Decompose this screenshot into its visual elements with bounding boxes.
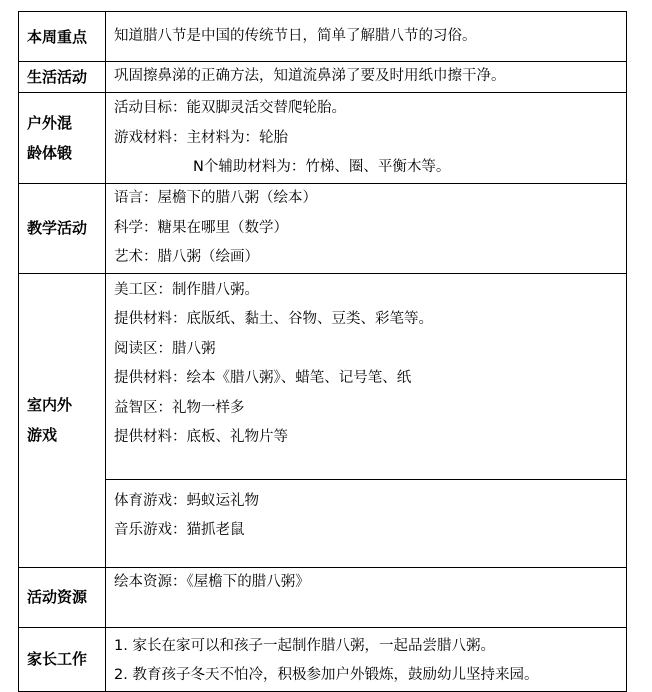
row-label-activity-resources: 活动资源	[19, 567, 106, 627]
row-content-activity-resources	[106, 567, 627, 627]
row-label-indoor-outdoor-games	[19, 273, 106, 567]
row-content-teaching-activity	[106, 184, 627, 274]
content-line: 音乐游戏：猫抓老鼠	[114, 522, 245, 538]
row-label-teaching-activity: 教学活动	[19, 184, 106, 274]
row-outdoor-exercise	[19, 93, 627, 184]
row-sports-music-games	[19, 479, 627, 567]
content-line: 2. 教育孩子冬天不怕冷，积极参加户外锻炼，鼓励幼儿坚持来园。	[114, 667, 539, 683]
content-line: N个辅助材料为：竹梯、圈、平衡木等。	[193, 159, 451, 175]
row-content-area-games	[106, 273, 627, 479]
row-label-parent-work: 家长工作	[19, 627, 106, 691]
row-content-parent-work	[106, 627, 627, 691]
row-label-life-activity: 生活活动	[19, 62, 106, 93]
row-teaching-activity	[19, 184, 627, 274]
row-label-outdoor-exercise	[19, 93, 106, 184]
row-content-outdoor-exercise	[106, 93, 627, 184]
content-line: 提供材料：底板、礼物片等	[114, 429, 288, 445]
row-parent-work	[19, 627, 627, 691]
label-line: 龄体锻	[27, 144, 73, 162]
row-content-life-activity	[106, 62, 627, 93]
content-line: 艺术：腊八粥（绘画）	[114, 249, 259, 265]
content-line: 游戏材料：主材料为：轮胎	[114, 129, 288, 146]
row-weekly-focus	[19, 12, 627, 62]
content-line: 提供材料：绘本《腊八粥》、蜡笔、记号笔、纸	[114, 370, 412, 386]
content-line: 阅读区：腊八粥	[114, 340, 216, 357]
content-line: 美工区：制作腊八粥。	[114, 281, 259, 298]
content-line: 知道腊八节是中国的传统节日，简单了解腊八节的习俗。	[114, 27, 477, 44]
row-content-weekly-focus	[106, 12, 627, 62]
content-line: 语言：屋檐下的腊八粥（绘本）	[114, 190, 317, 206]
content-line: 巩固擦鼻涕的正确方法，知道流鼻涕了要及时用纸巾擦干净。	[114, 68, 506, 85]
content-line: 体育游戏：蚂蚁运礼物	[114, 492, 259, 509]
content-line: 益智区：礼物一样多	[114, 399, 245, 416]
content-line: 科学：糖果在哪里（数学）	[114, 219, 288, 236]
label-line: 户外混	[27, 114, 73, 132]
content-line: 提供材料：底版纸、黏土、谷物、豆类、彩笔等。	[114, 311, 433, 327]
label-line: 室内外	[27, 396, 73, 414]
content-line: 绘本资源：《屋檐下的腊八粥》	[114, 573, 310, 590]
row-label-weekly-focus: 本周重点	[19, 12, 106, 62]
content-line: 1. 家长在家可以和孩子一起制作腊八粥，一起品尝腊八粥。	[114, 637, 495, 654]
content-line: 活动目标：能双脚灵活交替爬轮胎。	[114, 100, 346, 116]
label-line: 游戏	[27, 426, 58, 444]
row-indoor-outdoor-games	[19, 273, 627, 479]
weekly-plan-table	[18, 11, 627, 692]
row-life-activity	[19, 62, 627, 93]
row-activity-resources	[19, 567, 627, 627]
row-content-sports-music-games	[106, 479, 627, 567]
